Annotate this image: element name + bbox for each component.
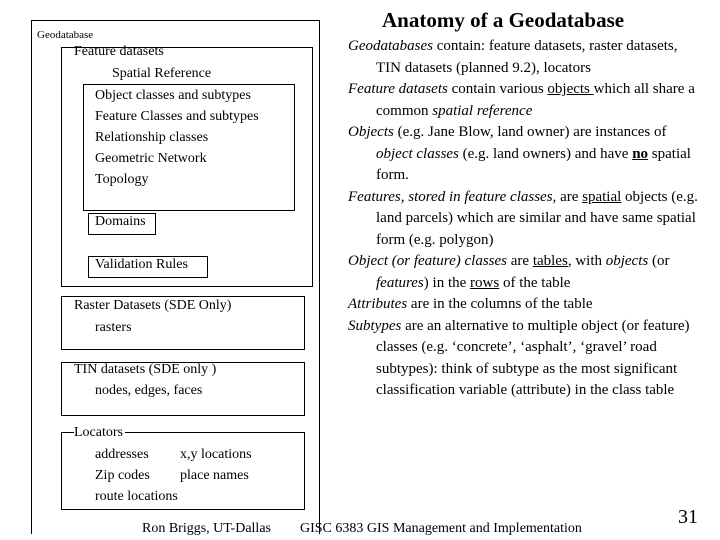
domains-label: Domains bbox=[95, 214, 146, 229]
topology-item: Topology bbox=[95, 172, 149, 187]
geometric-network-item: Geometric Network bbox=[95, 151, 207, 166]
tin-contents-item: nodes, edges, faces bbox=[95, 383, 203, 398]
validation-rules-label: Validation Rules bbox=[95, 257, 188, 272]
rasters-item: rasters bbox=[95, 320, 132, 335]
relationship-classes-item: Relationship classes bbox=[95, 130, 209, 145]
geodatabase-label: Geodatabase bbox=[37, 29, 94, 41]
paragraph-features: Features, stored in feature classes, are spatial objects (e.g. land parcels) which are similar and have same spatial form (e.g. polygon) bbox=[348, 188, 698, 248]
paragraph-geodatabases: Geodatabases contain: feature datasets, raster datasets, TIN datasets (planned 9.2), locators bbox=[348, 38, 678, 76]
paragraph-feature-datasets: Feature datasets contain various objects which all share a common spatial reference bbox=[348, 81, 695, 119]
spatial-reference-label: Spatial Reference bbox=[109, 66, 214, 82]
object-classes-item: Object classes and subtypes bbox=[95, 88, 251, 103]
raster-datasets-label: Raster Datasets (SDE Only) bbox=[74, 298, 232, 313]
slide-title: Anatomy of a Geodatabase bbox=[382, 8, 625, 32]
slide-number: 31 bbox=[678, 506, 698, 528]
footer-course: GISC 6383 GIS Management and Implementation bbox=[300, 521, 582, 536]
paragraph-classes: Object (or feature) classes are tables, with objects (or features) in the rows of the table bbox=[348, 253, 670, 291]
zip-codes-item: Zip codes bbox=[95, 468, 150, 483]
feature-datasets-label: Feature datasets bbox=[74, 44, 164, 59]
paragraph-attributes: Attributes are in the columns of the table bbox=[348, 296, 593, 312]
tin-datasets-label: TIN datasets (SDE only ) bbox=[74, 362, 217, 377]
paragraph-objects: Objects (e.g. Jane Blow, land owner) are instances of object classes (e.g. land owners) and have no spatial form. bbox=[348, 124, 691, 183]
xy-locations-item: x,y locations bbox=[180, 447, 252, 462]
place-names-item: place names bbox=[180, 468, 249, 483]
body-text bbox=[348, 36, 698, 402]
footer-author: Ron Briggs, UT-Dallas bbox=[142, 521, 271, 536]
paragraph-subtypes: Subtypes are an alternative to multiple object (or feature) classes (e.g. ‘concrete’, ‘asphalt’, ‘gravel’ road subtypes): think of subtype as the most significant classification variable (attribute) in the class table bbox=[348, 317, 690, 398]
addresses-item: addresses bbox=[95, 447, 149, 462]
feature-classes-item: Feature Classes and subtypes bbox=[95, 109, 259, 124]
route-locations-item: route locations bbox=[95, 489, 178, 504]
locators-label: Locators bbox=[74, 425, 123, 440]
